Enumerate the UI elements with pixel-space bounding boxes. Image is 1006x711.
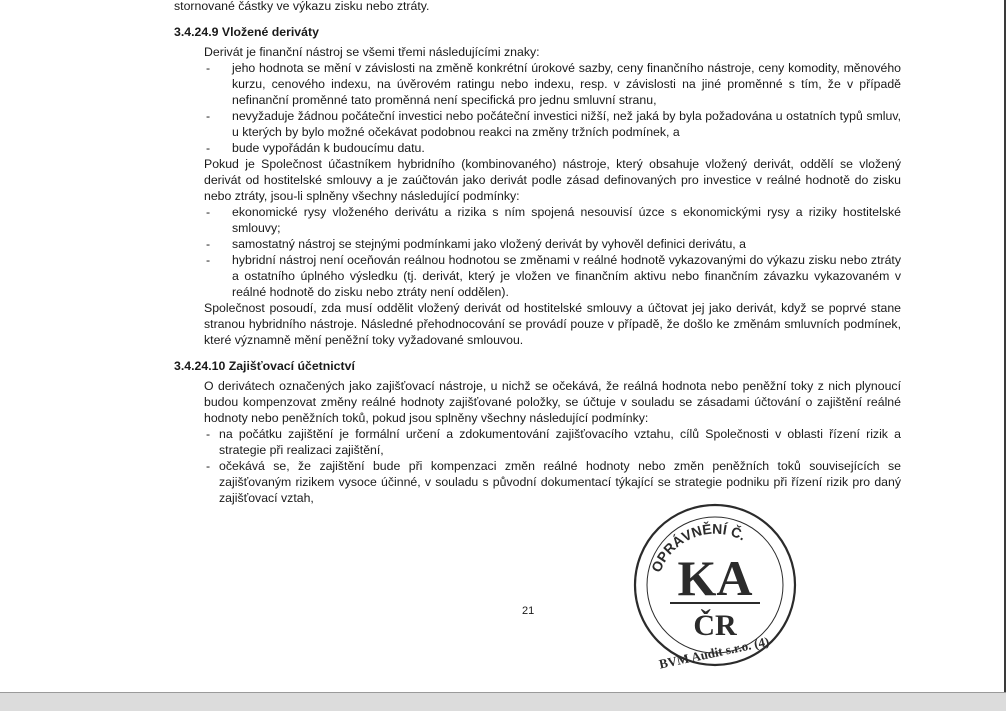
top-line: stornované částky ve výkazu zisku nebo ztráty. — [174, 0, 430, 13]
list-item: - na počátku zajištění je formální určení a zdokumentování zajišťovacího vztahu, cílů Společnosti v oblasti řízení rizik a strategie při realizaci zajištění, — [174, 426, 901, 458]
page-number: 21 — [522, 605, 535, 617]
stamp-country-text: ČR — [693, 609, 737, 642]
list-item: - bude vypořádán k budoucímu datu. — [174, 140, 901, 156]
list-item: - ekonomické rysy vloženého derivátu a rizika s ním spojená nesouvisí úzce s ekonomickými rysy a riziky hostitelské smlouvy; — [174, 204, 901, 236]
scan-bottom-border — [0, 692, 1006, 711]
section-heading-hedge-accounting: 3.4.24.10 Zajišťovací účetnictví — [174, 359, 355, 373]
list-item: - očekává se, že zajištění bude při kompenzaci změn reálné hodnoty nebo změn peněžních toků souvisejících se zajišťovaným rizikem vysoce účinné, v souladu s původní dokumentací týkající se strategie podniku při řízení rizik pro daný zajišťovací vztah, — [174, 458, 901, 506]
section1-conditions-list — [174, 204, 901, 300]
section1-paragraph-2: Pokud je Společnost účastníkem hybridního (kombinovaného) nástroje, který obsahuje vložený derivát, oddělí se vložený derivát od hostitelské smlouvy a je zaúčtován jako derivát podle zásad definovaných pro investice v reálné hodnotě do zisku nebo ztráty, jsou-li splněny všechny následující podmínky: — [204, 157, 901, 203]
section1-list — [174, 60, 901, 156]
stamp-arc-text: OPRÁVNĚNÍ Č. — [647, 520, 749, 575]
body-text — [174, 0, 901, 506]
list-item: - jeho hodnota se mění v závislosti na změně konkrétní úrokové sazby, ceny finančního nástroje, ceny komodity, měnového kurzu, cenového indexu, na úvěrovém ratingu nebo indexu, resp. v závislosti na jiné proměnné s tím, že v případě nefinanční proměnné tato proměnná není specifická pro jednu smluvní stranu, — [174, 60, 901, 108]
list-item: - nevyžaduje žádnou počáteční investici nebo počáteční investici nižší, než jaká by byla požadována u ostatních typů smluv, u kterých by bylo možné očekávat podobnou reakci na změny tržních podmínek, a — [174, 108, 901, 140]
auditor-stamp — [630, 485, 800, 685]
section2-intro: O derivátech označených jako zajišťovací nástroje, u nichž se očekává, že reálná hodnota nebo peněžní toky z nich plynoucí budou kompenzovat změny reálné hodnoty zajišťované položky, se účtuje v souladu se zásadami účtování o zajištění reálné hodnoty nebo peněžních toků, pokud jsou splněny všechny následující podmínky: — [204, 379, 901, 425]
section-heading-embedded-derivatives: 3.4.24.9 Vložené deriváty — [174, 25, 319, 39]
stamp-main-text: KA — [677, 550, 753, 606]
section1-intro: Derivát je finanční nástroj se všemi třemi následujícími znaky: — [204, 45, 540, 59]
section1-paragraph-3: Společnost posoudí, zda musí oddělit vložený derivát od hostitelské smlouvy a účtovat jej jako derivát, když se poprvé stane stranou hybridního nástroje. Následné přehodnocování se provádí pouze v případě, že došlo ke změnám smluvních podmínek, které významně mění peněžní toky vyžadované smlouvou. — [204, 301, 901, 347]
list-item: - hybridní nástroj není oceňován reálnou hodnotou se změnami v reálné hodnotě vykazovanými do výkazu zisku nebo ztráty a ostatního úplného výsledku (tj. derivát, který je vložen ve finančním aktivu nebo finančním závazku vykazovaném v reálné hodnotě do zisku nebo ztráty není oddělen). — [174, 252, 901, 300]
list-item: - samostatný nástroj se stejnými podmínkami jako vložený derivát by vyhověl definici derivátu, a — [174, 236, 901, 252]
stamp-firm-text: BVM Audit s.r.o. (4) — [657, 633, 771, 672]
